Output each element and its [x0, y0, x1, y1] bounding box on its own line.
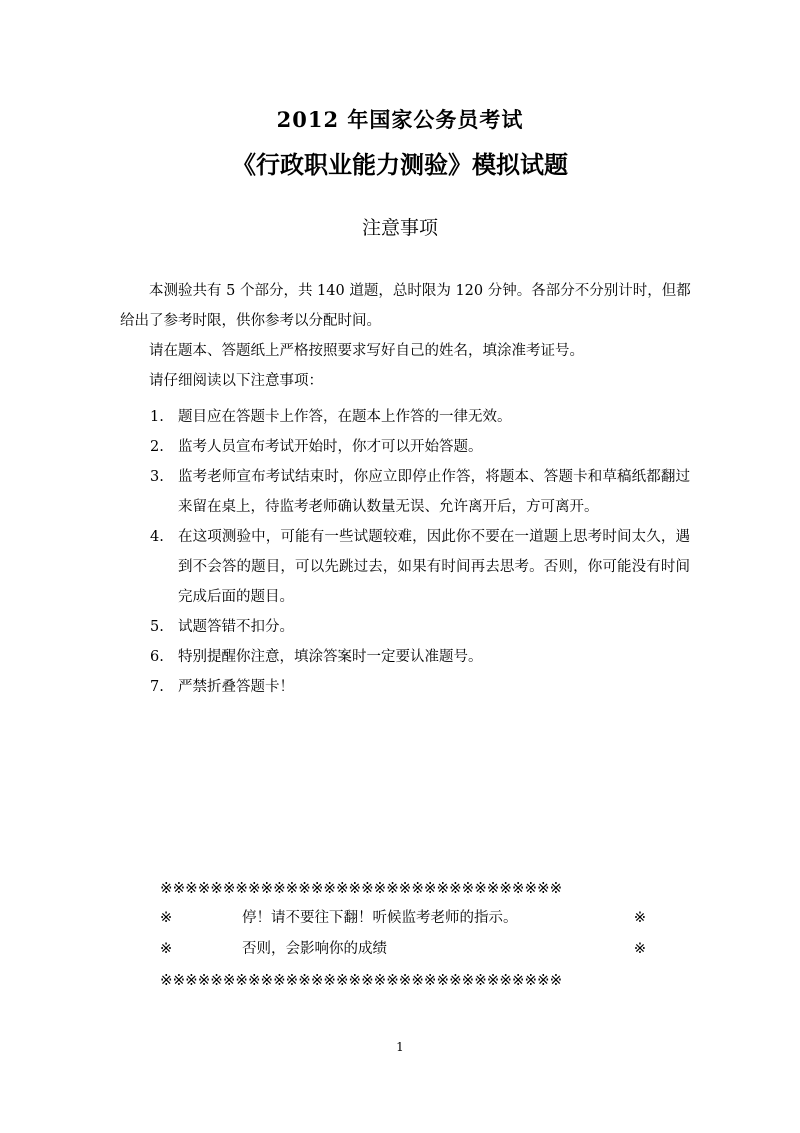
list-item: [150, 612, 690, 642]
warning-line-2: 否则，会影响你的成绩: [242, 941, 387, 957]
warning-line-1: 停！请不要往下翻！听候监考老师的指示。: [242, 910, 518, 926]
note-text: 特别提醒你注意，填涂答案时一定要认准题号。: [178, 649, 483, 665]
list-item: [150, 432, 690, 462]
note-text: 监考老师宣布考试结束时，你应立即停止作答，将题本、答题卡和草稿纸都翻过来留在桌上，待监考老师确认数量无误、允许离开后，方可离开。: [178, 469, 690, 515]
intro-paragraph-3: 请仔细阅读以下注意事项：: [149, 373, 323, 389]
note-number: 4.: [150, 529, 164, 545]
note-number: 1.: [150, 409, 164, 425]
list-item: [150, 672, 690, 702]
note-number: 7.: [150, 679, 164, 695]
section-heading: 注意事项: [361, 217, 438, 239]
warning-mark-left: ※: [160, 910, 173, 926]
list-item: [150, 642, 690, 672]
list-item: [150, 522, 690, 612]
note-text: 在这项测验中，可能有一些试题较难，因此你不要在一道题上思考时间太久，遇到不会答的题目，可以先跳过去，如果有时间再去思考。否则，你可能没有时间完成后面的题目。: [178, 529, 690, 605]
intro-section: [120, 276, 692, 396]
list-item: [150, 402, 690, 432]
warning-row-1: [160, 903, 646, 934]
warning-box: [160, 873, 646, 995]
note-number: 2.: [150, 439, 164, 455]
intro-paragraph-2: 请在题本、答题纸上严格按照要求写好自己的姓名，填涂准考证号。: [149, 343, 584, 359]
page-number: 1: [396, 1040, 404, 1054]
warning-mark-left: ※: [160, 941, 173, 957]
note-text: 试题答错不扣分。: [178, 619, 294, 635]
notes-list: [150, 402, 690, 702]
note-number: 5.: [150, 619, 164, 635]
intro-paragraph-1: 本测验共有 5 个部分，共 140 道题，总时限为 120 分钟。各部分不分别计时，但都给出了参考时限，供你参考以分配时间。: [120, 283, 691, 329]
page-title-line2: 《行政职业能力测验》模拟试题: [232, 150, 568, 179]
warning-border-top: ※※※※※※※※※※※※※※※※※※※※※※※※※※※※※※※※: [160, 879, 563, 897]
warning-mark-right: ※: [633, 910, 646, 926]
page-title-line1: 2012 年国家公务员考试: [276, 107, 524, 132]
note-number: 6.: [150, 649, 164, 665]
warning-mark-right: ※: [633, 941, 646, 957]
warning-border-bottom: ※※※※※※※※※※※※※※※※※※※※※※※※※※※※※※※※: [160, 971, 563, 989]
note-text: 监考人员宣布考试开始时，你才可以开始答题。: [178, 439, 483, 455]
warning-row-2: [160, 934, 646, 965]
note-number: 3.: [150, 469, 164, 485]
note-text: 题目应在答题卡上作答，在题本上作答的一律无效。: [178, 409, 512, 425]
list-item: [150, 462, 690, 522]
note-text: 严禁折叠答题卡！: [178, 679, 294, 695]
